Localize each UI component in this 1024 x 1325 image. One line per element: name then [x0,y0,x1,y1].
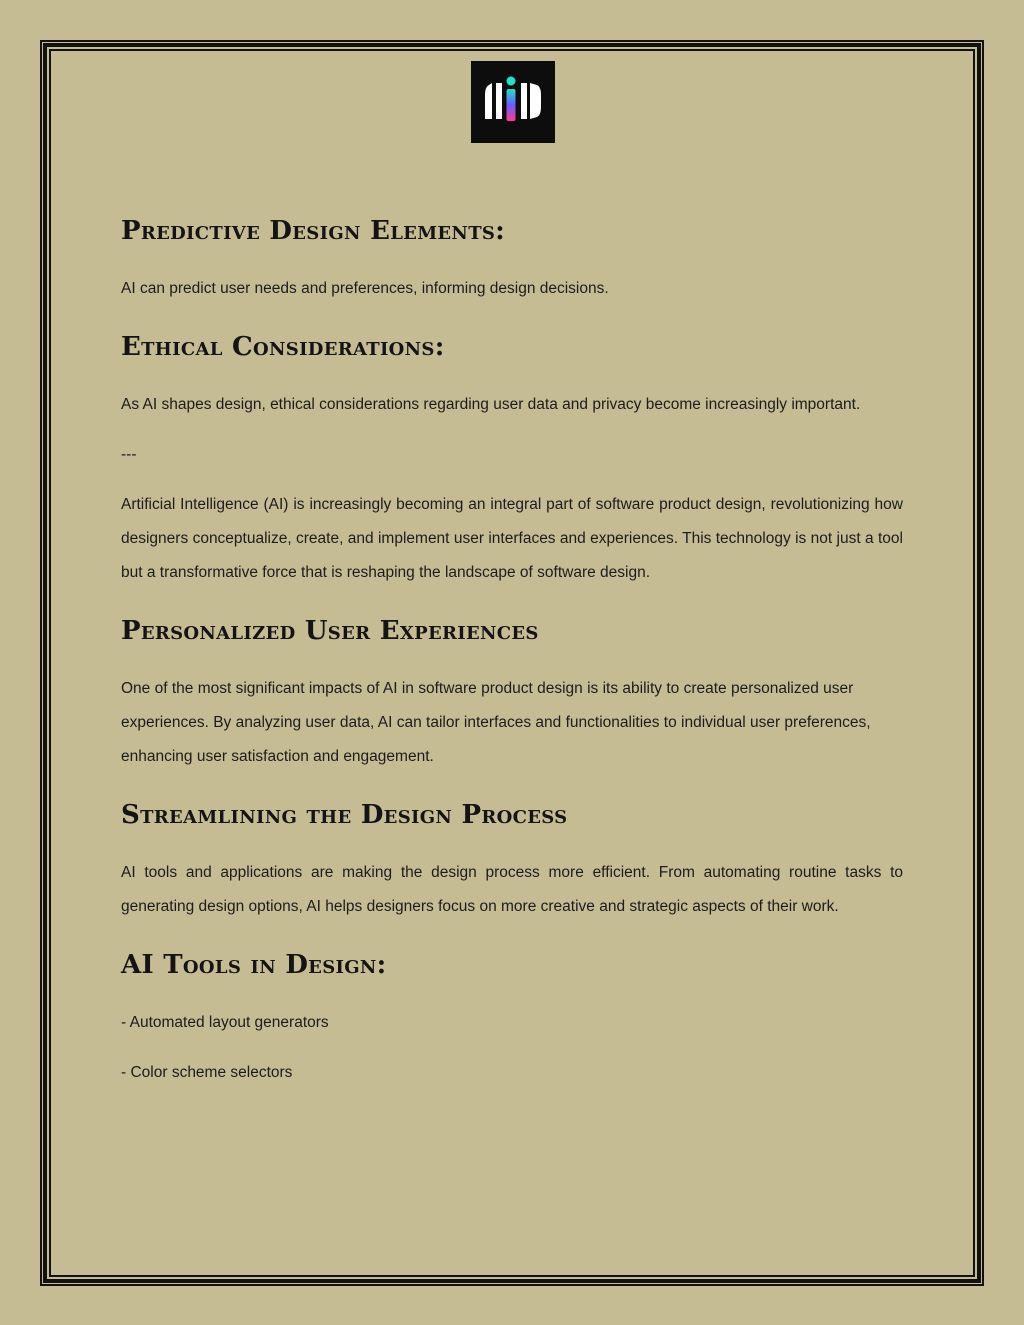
section-heading: Predictive Design Elements: [121,216,506,246]
paragraph: As AI shapes design, ethical considerations regarding user data and privacy become increasingly important. [121,396,861,413]
section-heading: Personalized User Experiences [121,616,539,646]
section-heading: AI Tools in Design: [121,950,387,980]
paragraph: Artificial Intelligence (AI) is increasingly becoming an integral part of software product design, revolutionizing how designers conceptualize, create, and implement user interfaces and experiences. This technology is not just a tool but a transformative force that is reshaping the landscape of software design. [121,496,903,581]
section-heading: Streamlining the Design Process [121,800,568,830]
brand-logo-svg [471,61,555,143]
list-item: - Color scheme selectors [121,1064,293,1081]
paragraph: AI tools and applications are making the design process more efficient. From automating routine tasks to generating design options, AI helps designers focus on more creative and strategic aspects of their work. [121,864,903,915]
paragraph: AI can predict user needs and preferences, informing design decisions. [121,280,609,297]
document-body [121,206,903,1090]
brand-logo-icon [471,61,555,143]
paragraph: One of the most significant impacts of AI in software product design is its ability to create personalized user experiences. By analyzing user data, AI can tailor interfaces and functionalities to individual user preferences, enhancing user satisfaction and engagement. [121,680,871,765]
separator-text: --- [121,446,137,463]
section-heading: Ethical Considerations: [121,332,445,362]
list-item: - Automated layout generators [121,1014,329,1031]
